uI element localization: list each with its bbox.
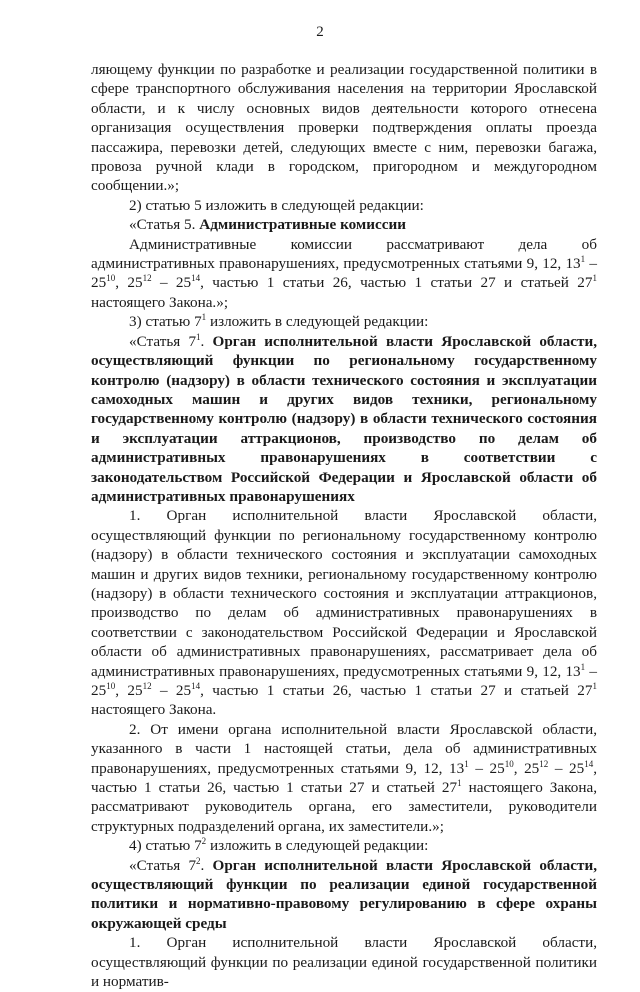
amendment-item-3	[91, 312, 597, 331]
superscript: 14	[191, 273, 201, 284]
article-7-1-part-1	[91, 506, 597, 719]
superscript: 12	[142, 273, 152, 284]
text-run: , частью 1 статьи 26, частью 1 статьи 27 и статьей 27	[91, 759, 598, 797]
text-run: настоящего Закона.»;	[91, 293, 229, 311]
superscript: 1	[580, 254, 586, 265]
text-run: изложить в следующей редакции:	[206, 837, 429, 855]
article-7-1-prefix: «Статья 7	[129, 332, 197, 350]
article-7-1-title: Орган исполнительной власти Ярославской области, осуществляющий функции по региональному государственному контролю (надзору) в области технического состояния и эксплуатации самоходных машин и других видов техники, региональному государственному контролю (надзору) в области технического состояния и эксплуатации аттракционов, производство по делам об административных правонарушениях в соответствии с законодательством Российской Федерации и Ярославской области об административных правонарушениях	[91, 332, 597, 505]
superscript: 10	[106, 273, 116, 284]
text-run: , 25	[115, 274, 143, 292]
text-run: 4) статью 7	[129, 837, 202, 855]
text-run: , частью 1 статьи 26, частью 1 статьи 27 и статьей 27	[200, 682, 593, 699]
article-5-heading	[91, 215, 597, 234]
text-run: , 25	[115, 682, 143, 699]
text-run: – 25	[548, 759, 585, 777]
text-run: 1. Орган исполнительной власти Ярославской области, осуществляющий функции по региональному государственному контролю (надзору) в области технического состояния и эксплуатации самоходных машин и других видов техники, региональному государственному контролю (надзору) в области технического состояния и эксплуатации аттракционов, производство по делам об административных правонарушениях в соответствии с законодательством Российской Федерации и Ярославской области об административных правонарушениях, рассматривает дела об административных правонарушениях, предусмотренных статьями 9, 12, 13	[91, 507, 597, 680]
superscript: 1	[201, 312, 207, 323]
text-run: – 25	[151, 274, 192, 292]
article-5-prefix: «Статья 5.	[129, 216, 200, 234]
text-run: – 25	[151, 682, 192, 699]
superscript: 1	[196, 331, 201, 342]
article-7-1-heading	[91, 332, 597, 507]
text-run: .	[200, 332, 213, 350]
text-run: настоящего Закона, рассматривают руководитель органа, его заместители, руководители структурных подразделений органа, их заместители.»;	[91, 779, 597, 835]
superscript: 12	[539, 758, 549, 769]
text-run: 2. От имени органа исполнительной власти Ярославской области, указанного в части 1 настоящей статьи, дела об административных правонарушениях, предусмотренных статьями 9, 12, 13	[91, 720, 597, 777]
text-run: – 25	[91, 662, 597, 699]
text-run: .	[200, 856, 213, 874]
superscript: 1	[464, 758, 469, 769]
superscript: 14	[191, 681, 201, 691]
paragraph-continuation: ляющему функции по разработке и реализации государственной политики в сфере транспортного обслуживания населения на территории Ярославской области, и к числу основных видов деятельности которого отнесена организация осуществления проверки подтверждения оплаты проезда пассажира, перевозки детей, следующих вместе с ним, перевозки багажа, провоза ручной клади в городском, пригородном и междугородном сообщении.»;	[91, 61, 597, 195]
document-body	[91, 60, 597, 992]
superscript: 1	[580, 661, 586, 672]
amendment-item-4	[91, 836, 597, 855]
article-7-2-prefix: «Статья 7	[129, 856, 197, 874]
text-run: , частью 1 статьи 26, частью 1 статьи 27 и статьей 27	[200, 274, 593, 292]
text-run: настоящего Закона.	[91, 701, 217, 719]
text-run: – 25	[91, 255, 597, 292]
superscript: 12	[142, 681, 152, 691]
article-7-2-title: Орган исполнительной власти Ярославской области, осуществляющий функции по реализации единой государственной политики и нормативно-правовому регулированию в сфере охраны окружающей среды	[91, 856, 597, 932]
article-7-2-part-1: 1. Орган исполнительной власти Ярославской области, осуществляющий функции по реализации единой государственной политики и норматив-	[91, 934, 597, 991]
superscript: 1	[592, 681, 597, 691]
superscript: 14	[584, 758, 594, 769]
text-run: , 25	[513, 759, 540, 777]
text-run: изложить в следующей редакции:	[206, 313, 429, 331]
superscript: 1	[457, 778, 462, 789]
article-5-text	[91, 235, 597, 313]
superscript: 2	[196, 855, 201, 866]
article-7-2-heading	[91, 856, 597, 934]
amendment-item-2: 2) статью 5 изложить в следующей редакции:	[129, 196, 424, 214]
article-5-title: Административные комиссии	[199, 216, 407, 234]
text-run: 3) статью 7	[129, 313, 202, 331]
superscript: 2	[201, 836, 207, 847]
superscript: 10	[106, 681, 116, 691]
superscript: 10	[504, 758, 514, 769]
article-7-1-part-2	[91, 720, 597, 836]
text-run: – 25	[468, 759, 505, 777]
page-number: 2	[316, 24, 324, 40]
superscript: 1	[592, 273, 597, 284]
text-run: Административные комиссии рассматривают дела об административных правонарушениях, предусмотренных статьями 9, 12, 13	[91, 235, 597, 273]
